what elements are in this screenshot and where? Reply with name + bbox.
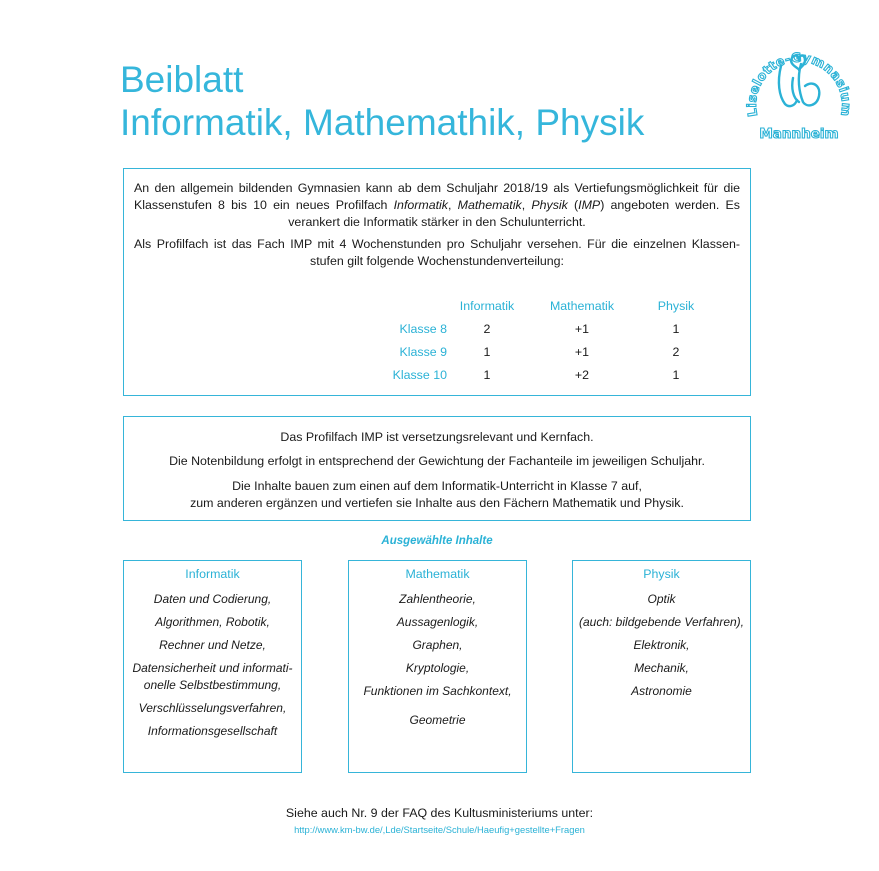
list-item: Zahlentheorie, <box>399 592 476 606</box>
list-item: Optik <box>647 592 676 606</box>
table-cell: 1 <box>672 367 680 382</box>
column-header: Informatik <box>459 298 515 313</box>
subject-content-list <box>353 591 522 735</box>
table-cell: +1 <box>574 321 590 336</box>
subject-box-informatik <box>123 560 302 773</box>
subject-box-physik <box>572 560 751 773</box>
list-item: Mechanik, <box>634 661 689 675</box>
table-cell: 2 <box>672 344 680 359</box>
selected-contents-heading: Ausgewählte Inhalte <box>381 535 493 547</box>
logo-arc-text: Liselotte-Gymnasium <box>743 49 855 118</box>
rule-text-2: Die Notenbildung erfolgt in entsprechend der Gewichtung der Fachanteile im jeweiligen Schuljahr. <box>169 454 705 468</box>
intro-paragraph-2: Als Profilfach ist das Fach IMP mit 4 Wochenstunden pro Schuljahr versehen. Für die einzelnen Klassen-stufen gilt folgende Wochenstundenverteilung: <box>134 237 740 268</box>
emphasis-physik: Physik <box>531 198 568 212</box>
faq-link[interactable]: http://www.km-bw.de/,Lde/Startseite/Schule/Haeufig+gestellte+Fragen <box>294 824 585 835</box>
emphasis-informatik: Informatik <box>393 198 449 212</box>
table-cell: 2 <box>483 321 491 336</box>
intro-paragraph-1: An den allgemein bildenden Gymnasien kann ab dem Schuljahr 2018/19 als Vertiefungsmöglichkeit für die Klassenstufen 8 bis 10 ein neues Profilfach Informatik, Mathematik, Physik (IMP) angeboten werden. Es verankert die Informatik stärker in den Schulunterricht. <box>134 181 741 229</box>
emphasis-imp: IMP <box>578 198 601 212</box>
weekly-hours-table <box>247 294 715 386</box>
subject-title: Informatik <box>185 567 240 581</box>
subject-content-list <box>577 591 746 706</box>
column-header: Physik <box>657 298 695 313</box>
column-header: Mathematik <box>549 298 615 313</box>
list-item: (auch: bildgebende Verfahren), <box>579 615 744 629</box>
table-cell: 1 <box>483 367 491 382</box>
list-item: Verschlüsselungsverfahren, <box>138 701 287 715</box>
row-label: Klasse 8 <box>399 321 447 336</box>
row-label: Klasse 9 <box>399 344 447 359</box>
rule-text-1: Das Profilfach IMP ist versetzungsrelevant und Kernfach. <box>280 430 594 444</box>
list-item: Algorithmen, Robotik, <box>155 615 270 629</box>
table-cell: +1 <box>574 344 590 359</box>
footer-text: Siehe auch Nr. 9 der FAQ des Kultusministeriums unter: <box>285 806 594 820</box>
table-cell: 1 <box>672 321 680 336</box>
page-title <box>120 58 720 144</box>
row-label: Klasse 10 <box>392 367 447 382</box>
list-item: Elektronik, <box>633 638 690 652</box>
rules-box <box>123 416 751 521</box>
logo-city-text: Mannheim <box>759 126 839 142</box>
rule-text-3-line-2: zum anderen ergänzen und vertiefen sie Inhalte aus den Fächern Mathematik und Physik. <box>190 496 684 510</box>
intro-box <box>123 168 751 396</box>
list-item: Funktionen im Sachkontext, <box>363 684 512 698</box>
table-row <box>247 340 715 363</box>
page-title-line-1: Beiblatt <box>120 59 244 100</box>
rule-text-3-line-1: Die Inhalte bauen zum einen auf dem Informatik-Unterricht in Klasse 7 auf, <box>232 479 642 493</box>
emphasis-mathematik: Mathematik <box>457 198 522 212</box>
table-cell: +2 <box>574 367 590 382</box>
list-item: Astronomie <box>631 684 692 698</box>
table-cell: 1 <box>483 344 491 359</box>
subject-box-mathematik <box>348 560 527 773</box>
rule-text-3 <box>124 478 750 512</box>
table-row <box>247 363 715 386</box>
subject-content-list <box>128 591 297 746</box>
list-item: Geometrie <box>409 713 466 727</box>
subject-title: Physik <box>643 567 680 581</box>
table-row <box>247 317 715 340</box>
list-item: Informationsgesellschaft <box>147 724 278 738</box>
list-item: Rechner und Netze, <box>159 638 266 652</box>
list-item: Datensicherheit und informati-onelle Selbstbestimmung, <box>132 661 293 692</box>
list-item: Aussagenlogik, <box>396 615 479 629</box>
list-item: Daten und Codierung, <box>153 592 272 606</box>
weekly-hours-header-row <box>247 294 715 317</box>
list-item: Kryptologie, <box>405 661 470 675</box>
page-title-line-2: Informatik, Mathemathik, Physik <box>120 102 645 143</box>
list-item: Graphen, <box>412 638 463 652</box>
school-logo <box>743 26 855 144</box>
subject-title: Mathematik <box>405 567 470 581</box>
